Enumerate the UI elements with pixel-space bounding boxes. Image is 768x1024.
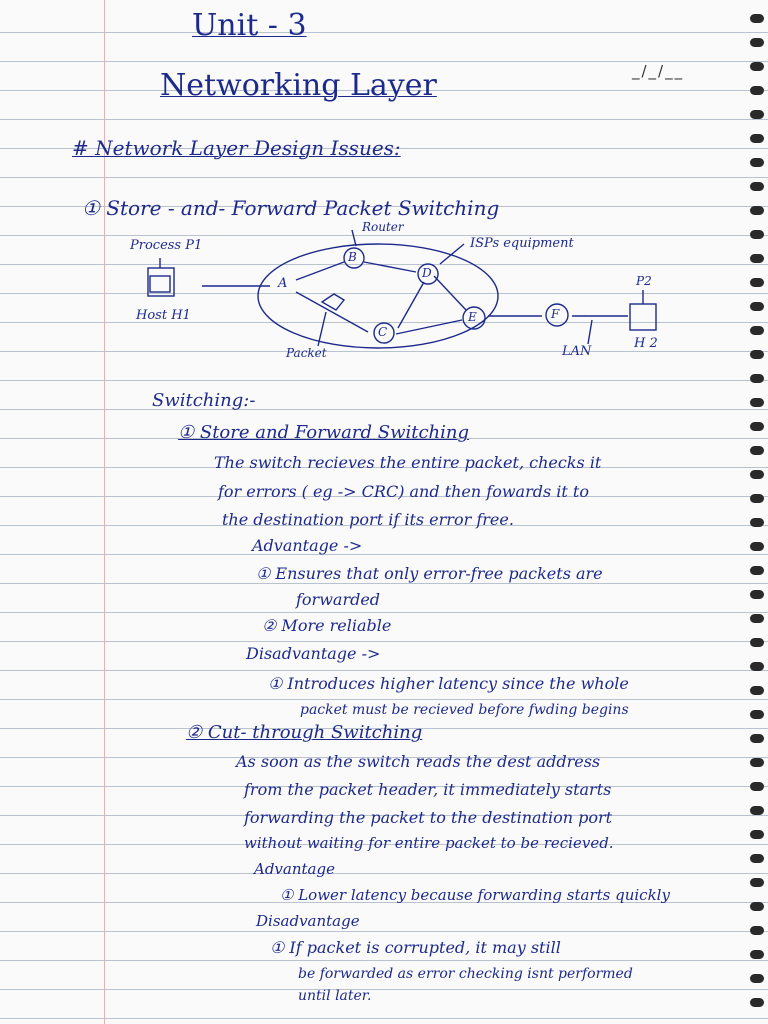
binding-hole [750,494,764,503]
binding-hole [750,446,764,455]
ct-dis-1a: ① If packet is corrupted, it may still [270,938,561,957]
binding-hole [750,758,764,767]
binding-hole [750,710,764,719]
sf-dis-label: Disadvantage -> [246,644,381,663]
binding-hole [750,782,764,791]
lan-label: LAN [562,344,592,359]
sf-line-2: for errors ( eg -> CRC) and then fowards it to [218,482,589,501]
node-e-label: E [468,310,477,324]
lan-pointer [588,320,592,344]
sf-adv-2: ② More reliable [262,616,392,635]
binding-hole [750,662,764,671]
binding-hole [750,830,764,839]
ct-line-1: As soon as the switch reads the dest address [236,752,601,771]
binding-hole [750,278,764,287]
ct-dis-1b: be forwarded as error checking isnt performed [298,966,633,982]
binding-hole [750,110,764,119]
binding-hole [750,326,764,335]
binding-hole [750,806,764,815]
binding-hole [750,950,764,959]
binding-hole [750,302,764,311]
link-c-e [396,320,462,334]
binding-hole [750,734,764,743]
sf-line-3: the destination port if its error free. [222,510,514,529]
binding-hole [750,518,764,527]
binding-hole [750,470,764,479]
binding-hole [750,206,764,215]
binding-hole [750,62,764,71]
binding-hole [750,350,764,359]
binding-hole [750,590,764,599]
ct-line-3: forwarding the packet to the destination port [244,808,613,827]
binding-hole [750,374,764,383]
link-d-c [398,282,424,328]
ct-adv-label: Advantage [254,860,335,878]
link-a-c [296,292,368,332]
h2-label: H 2 [634,336,658,351]
binding-hole [750,398,764,407]
binding-hole [750,974,764,983]
ct-heading: ② Cut- through Switching [186,722,423,743]
binding-hole [750,86,764,95]
ct-adv-1: ① Lower latency because forwarding starts quickly [280,886,670,904]
layer-title: Networking Layer [160,68,437,103]
sf-dis-1a: ① Introduces higher latency since the whole [268,674,629,693]
binding-hole [750,542,764,551]
binding-hole [750,926,764,935]
sf-adv-1b: forwarded [296,590,381,609]
binding-hole [750,854,764,863]
binding-hole [750,422,764,431]
binding-hole [750,614,764,623]
binding-hole [750,998,764,1007]
node-b-label: B [348,250,357,264]
binding-hole [750,158,764,167]
section-heading: # Network Layer Design Issues: [72,136,401,160]
isp-label: ISPs equipment [470,236,574,251]
sf-line-1: The switch recieves the entire packet, checks it [214,453,602,472]
binding-hole [750,230,764,239]
node-d-label: D [422,266,432,280]
ct-dis-1c: until later. [298,988,372,1004]
packet-label: Packet [286,346,327,360]
link-d-e [434,276,466,310]
node-a-label: A [278,276,288,291]
p2-label: P2 [636,274,652,288]
host-h1-label: Host H1 [136,308,191,323]
date-field: _/_/__ [632,62,685,80]
ct-line-4: without waiting for entire packet to be recieved. [244,834,614,852]
process-p1-label: Process P1 [130,238,203,253]
host-h2-box [630,304,656,330]
sf-heading: ① Store and Forward Switching [178,422,470,443]
router-pointer [352,230,356,246]
binding-hole [750,254,764,263]
binding-hole [750,38,764,47]
binding-hole [750,182,764,191]
sf-adv-1a: ① Ensures that only error-free packets are [256,564,603,583]
binding-hole [750,878,764,887]
unit-title: Unit - 3 [192,8,307,43]
node-f-label: F [551,307,560,321]
binding-hole [750,686,764,695]
binding-hole [750,902,764,911]
ct-dis-label: Disadvantage [256,912,360,930]
router-label: Router [362,220,404,234]
node-c-label: C [378,325,388,339]
isp-pointer [440,244,464,264]
link-a-b [296,262,344,280]
binding-hole [750,638,764,647]
sf-adv-label: Advantage -> [252,536,363,555]
spiral-binding [744,0,768,1024]
packet-pointer [318,312,326,346]
binding-hole [750,566,764,575]
binding-hole [750,134,764,143]
link-b-d [364,262,416,272]
item1-heading: ① Store - and- Forward Packet Switching [82,196,500,220]
ct-line-2: from the packet header, it immediately starts [244,780,612,799]
switching-heading: Switching:- [152,390,256,411]
sf-dis-1b: packet must be recieved before fwding begins [300,702,629,718]
binding-hole [750,14,764,23]
